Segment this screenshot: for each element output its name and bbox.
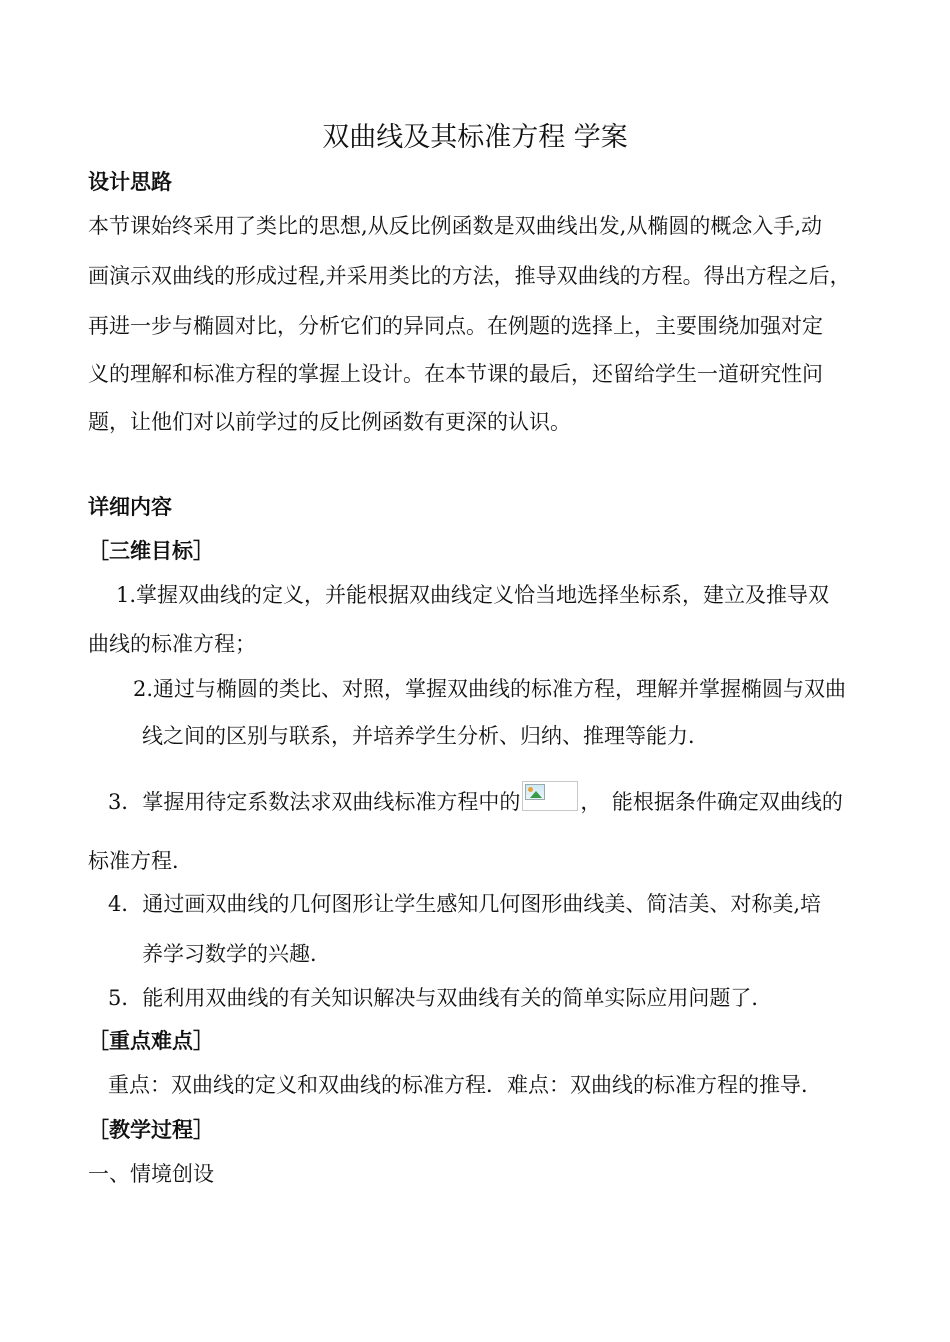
design-line-2: 画演示双曲线的形成过程,并采用类比的方法，推导双曲线的方程。得出方程之后， [88,264,851,288]
design-line-5: 题，让他们对以前学过的反比例函数有更深的认识。 [88,410,571,434]
goal-1-line-1: 1.掌握双曲线的定义，并能根据双曲线定义恰当地选择坐标系，建立及推导双 [116,583,830,607]
goal-2-line-2: 线之间的区别与联系，并培养学生分析、归纳、推理等能力． [142,724,709,748]
goal-3-suffix: ， 能根据条件确定双曲线的 [580,790,843,814]
goal-1-line-2: 曲线的标准方程； [88,632,256,656]
goal-3-prefix: 3．掌握用待定系数法求双曲线标准方程中的 [108,790,521,814]
detail-heading: 详细内容 [88,495,172,519]
broken-image-icon [522,781,578,811]
goal-5: 5．能利用双曲线的有关知识解决与双曲线有关的简单实际应用问题了． [108,986,773,1010]
section-1-heading: 一、情境创设 [88,1162,214,1186]
design-line-3: 再进一步与椭圆对比，分析它们的异同点。在例题的选择上，主要围绕加强对定 [88,314,823,338]
goal-3-line-1 [108,781,843,816]
goal-4-line-2: 养学习数学的兴趣． [142,942,331,966]
design-heading: 设计思路 [88,170,172,194]
key-heading: ［重点难点］ [88,1029,214,1053]
design-line-1: 本节课始终采用了类比的思想,从反比例函数是双曲线出发,从椭圆的概念入手,动 [88,214,823,238]
goal-4-line-1: 4．通过画双曲线的几何图形让学生感知几何图形曲线美、简洁美、对称美,培 [108,892,822,916]
goal-2-line-1: 2.通过与椭圆的类比、对照，掌握双曲线的标准方程，理解并掌握椭圆与双曲 [133,677,847,701]
key-text: 重点：双曲线的定义和双曲线的标准方程．难点：双曲线的标准方程的推导． [108,1073,822,1097]
process-heading: ［教学过程］ [88,1118,214,1142]
design-line-4: 义的理解和标准方程的掌握上设计。在本节课的最后，还留给学生一道研究性问 [88,362,823,386]
page-title: 双曲线及其标准方程 学案 [322,122,628,153]
goals-heading: ［三维目标］ [88,539,214,563]
goal-3-line-2: 标准方程． [88,849,193,873]
